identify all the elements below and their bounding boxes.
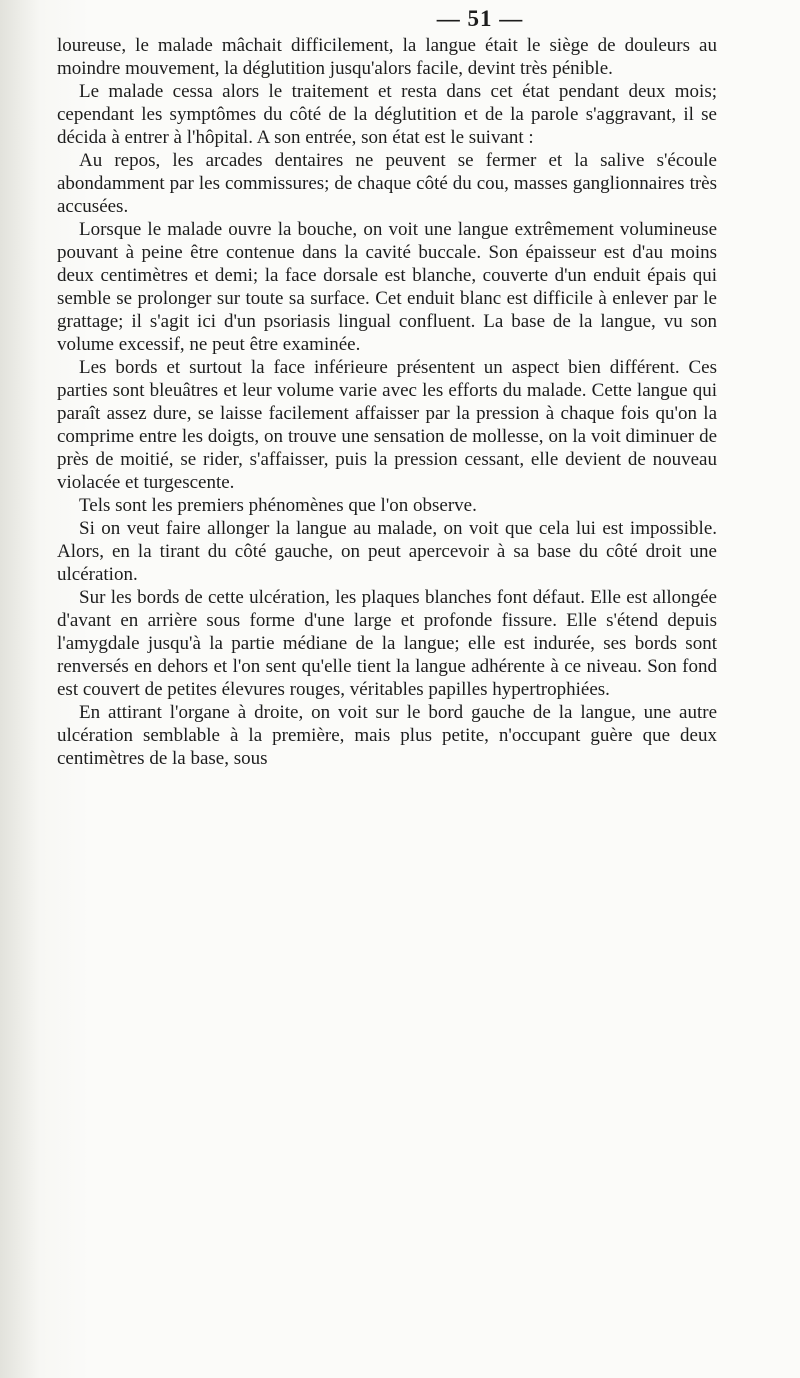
- body-text: [57, 34, 717, 770]
- paragraph-7: Si on veut faire allonger la langue au malade, on voit que cela lui est impossible. Alors, en la tirant du côté gauche, on peut apercevoir à sa base du côté droit une ulcération.: [57, 518, 717, 585]
- paragraph-6: Tels sont les premiers phénomènes que l'on observe.: [79, 495, 477, 516]
- paragraph-4: Lorsque le malade ouvre la bouche, on voit une langue extrêmement volumineuse pouvant à peine être contenue dans la cavité buccale. Son épaisseur est d'au moins deux centimètres et demi; la face dorsale est blanche, couverte d'un enduit épais qui semble se prolonger sur toute sa surface. Cet enduit blanc est difficile à enlever par le grattage; il s'agit ici d'un psoriasis lingual confluent. La base de la langue, vu son volume excessif, ne peut être examinée.: [57, 219, 717, 355]
- paragraph-2: Le malade cessa alors le traitement et resta dans cet état pendant deux mois; cependant les symptômes du côté de la déglutition et de la parole s'aggravant, il se décida à entrer à l'hôpital. A son entrée, son état est le suivant :: [57, 81, 717, 148]
- paragraph-5: Les bords et surtout la face inférieure présentent un aspect bien différent. Ces parties sont bleuâtres et leur volume varie avec les efforts du malade. Cette langue qui paraît assez dure, se laisse facilement affaisser par la pression à chaque fois qu'on la comprime entre les doigts, on trouve une sensation de mollesse, on la voit diminuer de près de moitié, se rider, s'affaisser, puis la pression cessant, elle devient de nouveau violacée et turgescente.: [57, 357, 717, 493]
- page-number: — 51 —: [436, 6, 524, 31]
- paragraph-8: Sur les bords de cette ulcération, les plaques blanches font défaut. Elle est allongée d'avant en arrière sous forme d'une large et profonde fissure. Elle s'étend depuis l'amygdale jusqu'à la partie médiane de la langue; elle est indurée, ses bords sont renversés en dehors et l'on sent qu'elle tient la langue adhérente à ce niveau. Son fond est couvert de petites élevures rouges, véritables papilles hypertrophiées.: [57, 587, 717, 700]
- paragraph-9: En attirant l'organe à droite, on voit sur le bord gauche de la langue, une autre ulcération semblable à la première, mais plus petite, n'occupant guère que deux centimètres de la base, sous: [57, 702, 717, 769]
- paragraph-3: Au repos, les arcades dentaires ne peuvent se fermer et la salive s'écoule abondamment par les commissures; de chaque côté du cou, masses ganglionnaires très accusées.: [57, 150, 717, 217]
- paragraph-1: loureuse, le malade mâchait difficilement, la langue était le siège de douleurs au moindre mouvement, la déglutition jusqu'alors facile, devint très pénible.: [57, 35, 717, 79]
